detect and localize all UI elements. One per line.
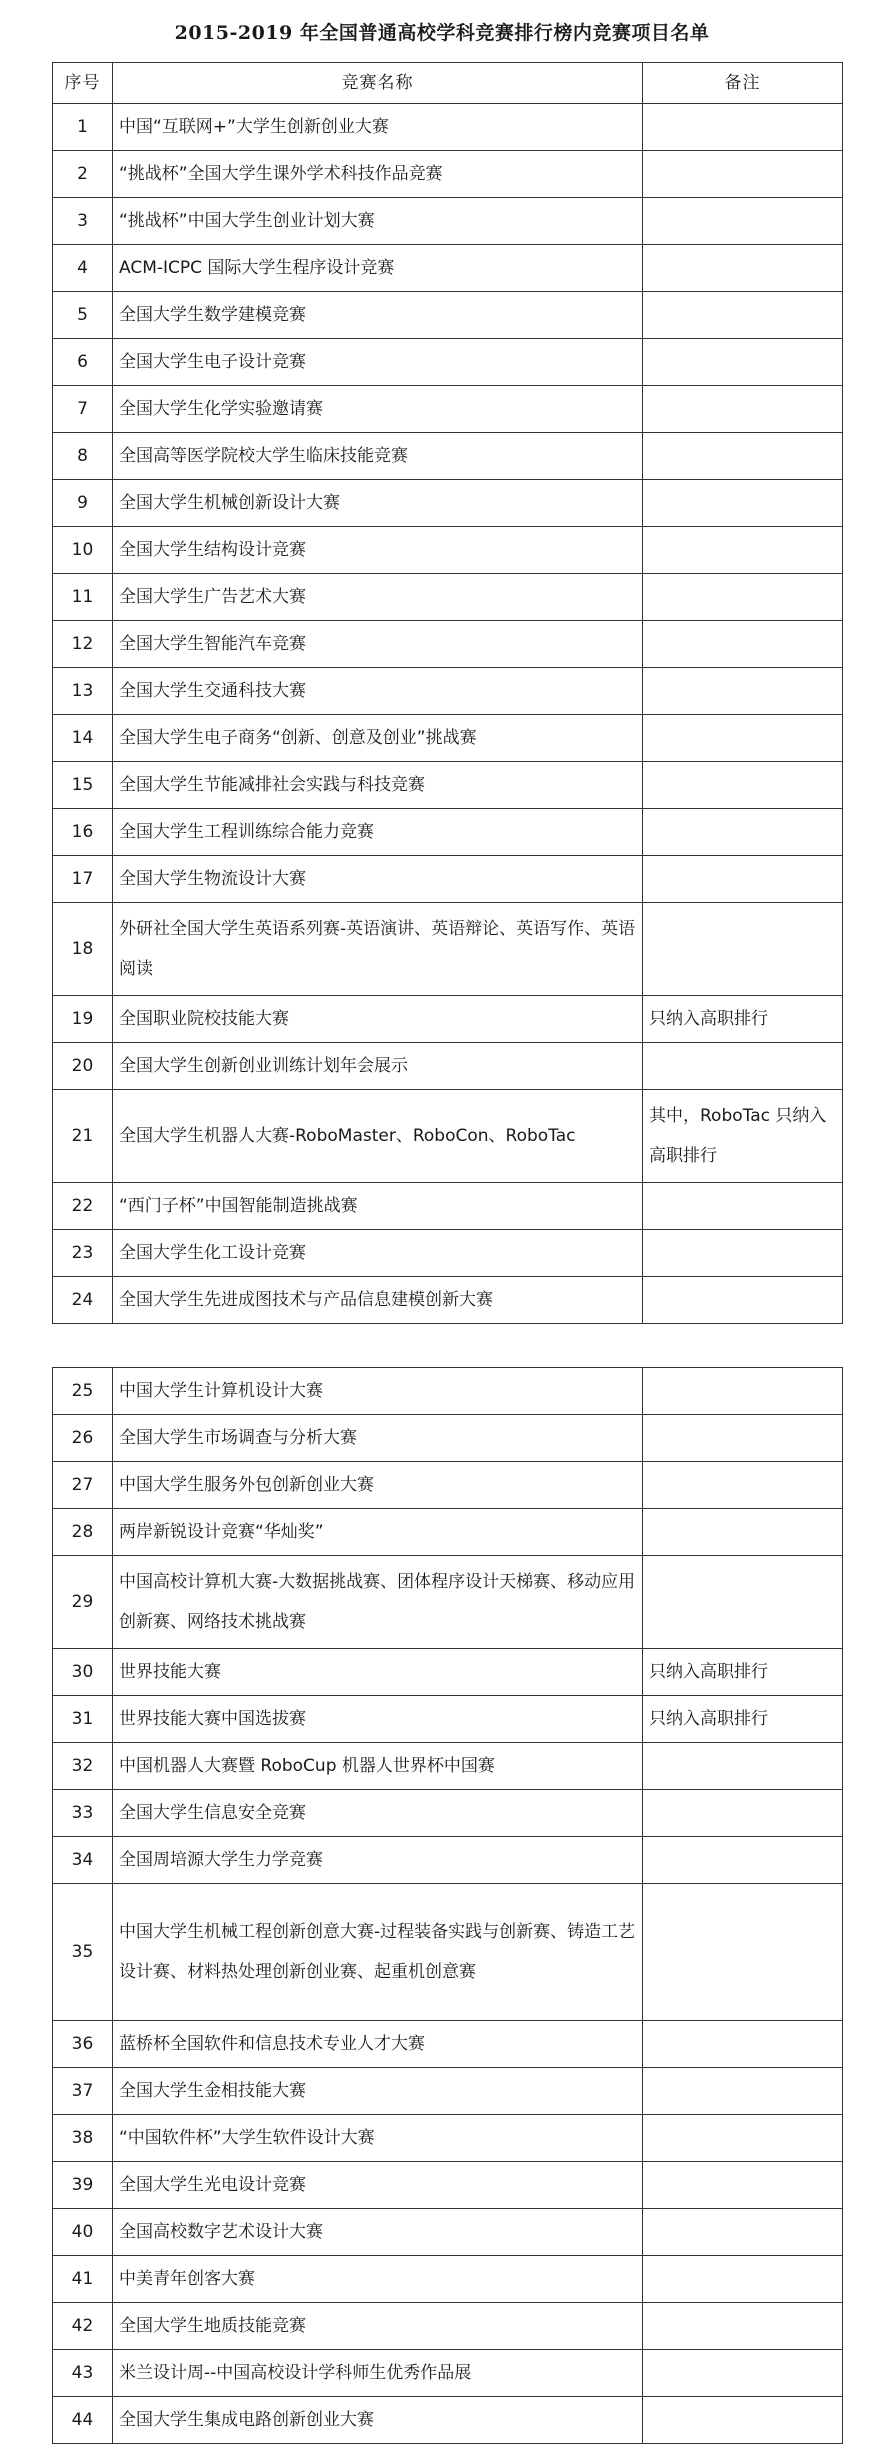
table-row xyxy=(53,104,843,151)
competition-table-part-2 xyxy=(52,1367,843,2444)
table-row xyxy=(53,1790,843,1837)
row-number: 9 xyxy=(53,480,113,527)
table-row xyxy=(53,2115,843,2162)
row-note xyxy=(643,903,843,996)
row-note xyxy=(643,762,843,809)
competition-name: 全国大学生地质技能竞赛 xyxy=(113,2303,643,2350)
row-note: 只纳入高职排行 xyxy=(643,996,843,1043)
row-note xyxy=(643,2303,843,2350)
document-title: 2015-2019 年全国普通高校学科竞赛排行榜内竞赛项目名单 xyxy=(174,22,710,44)
row-note xyxy=(643,245,843,292)
row-number: 18 xyxy=(53,903,113,996)
table-row xyxy=(53,1183,843,1230)
row-number: 43 xyxy=(53,2350,113,2397)
competition-name: 全国大学生物流设计大赛 xyxy=(113,856,643,903)
table-row xyxy=(53,2350,843,2397)
row-number: 6 xyxy=(53,339,113,386)
competition-name: 全国大学生交通科技大赛 xyxy=(113,668,643,715)
competition-name: “中国软件杯”大学生软件设计大赛 xyxy=(113,2115,643,2162)
row-note xyxy=(643,527,843,574)
competition-name: 全国高校数字艺术设计大赛 xyxy=(113,2209,643,2256)
table-header-row xyxy=(53,63,843,104)
row-number: 25 xyxy=(53,1368,113,1415)
row-note xyxy=(643,2021,843,2068)
row-number: 17 xyxy=(53,856,113,903)
competition-name: 中国高校计算机大赛-大数据挑战赛、团体程序设计天梯赛、移动应用创新赛、网络技术挑战赛 xyxy=(113,1556,643,1649)
table-row xyxy=(53,386,843,433)
table-row xyxy=(53,1649,843,1696)
row-number: 7 xyxy=(53,386,113,433)
table-row xyxy=(53,1415,843,1462)
competition-name: 全国大学生广告艺术大赛 xyxy=(113,574,643,621)
row-number: 3 xyxy=(53,198,113,245)
row-number: 10 xyxy=(53,527,113,574)
table-row xyxy=(53,2021,843,2068)
table-row xyxy=(53,198,843,245)
competition-name: 全国大学生工程训练综合能力竞赛 xyxy=(113,809,643,856)
table-row xyxy=(53,433,843,480)
row-number: 38 xyxy=(53,2115,113,2162)
row-note xyxy=(643,668,843,715)
competition-name: 蓝桥杯全国软件和信息技术专业人才大赛 xyxy=(113,2021,643,2068)
table-row xyxy=(53,339,843,386)
competition-name: 全国大学生电子商务“创新、创意及创业”挑战赛 xyxy=(113,715,643,762)
row-number: 33 xyxy=(53,1790,113,1837)
competition-name: “挑战杯”中国大学生创业计划大赛 xyxy=(113,198,643,245)
row-number: 36 xyxy=(53,2021,113,2068)
row-note xyxy=(643,2209,843,2256)
row-note xyxy=(643,339,843,386)
table-row xyxy=(53,1462,843,1509)
row-note xyxy=(643,2256,843,2303)
row-number: 1 xyxy=(53,104,113,151)
table-row xyxy=(53,1556,843,1649)
table-row xyxy=(53,2068,843,2115)
competition-name: 两岸新锐设计竞赛“华灿奖” xyxy=(113,1509,643,1556)
row-note xyxy=(643,621,843,668)
row-note xyxy=(643,2397,843,2444)
table-row xyxy=(53,762,843,809)
row-number: 28 xyxy=(53,1509,113,1556)
table-row xyxy=(53,2209,843,2256)
table-row xyxy=(53,903,843,996)
header-note: 备注 xyxy=(643,63,843,104)
table-row xyxy=(53,1043,843,1090)
competition-name: 全国职业院校技能大赛 xyxy=(113,996,643,1043)
table-row xyxy=(53,1696,843,1743)
table-row xyxy=(53,2303,843,2350)
row-note xyxy=(643,292,843,339)
row-number: 30 xyxy=(53,1649,113,1696)
competition-name: 全国大学生电子设计竞赛 xyxy=(113,339,643,386)
row-note xyxy=(643,1790,843,1837)
row-note xyxy=(643,1743,843,1790)
row-note xyxy=(643,386,843,433)
competition-name: 全国大学生集成电路创新创业大赛 xyxy=(113,2397,643,2444)
table-row xyxy=(53,292,843,339)
row-note xyxy=(643,480,843,527)
competition-name: 中国大学生机械工程创新创意大赛-过程装备实践与创新赛、铸造工艺设计赛、材料热处理创新创业赛、起重机创意赛 xyxy=(113,1884,643,2021)
table-row xyxy=(53,996,843,1043)
row-note xyxy=(643,1556,843,1649)
competition-name: 全国大学生机器人大赛-RoboMaster、RoboCon、RoboTac xyxy=(113,1090,643,1183)
row-number: 8 xyxy=(53,433,113,480)
competition-name: 全国大学生节能减排社会实践与科技竞赛 xyxy=(113,762,643,809)
row-number: 19 xyxy=(53,996,113,1043)
row-number: 16 xyxy=(53,809,113,856)
row-note xyxy=(643,2115,843,2162)
table-row xyxy=(53,151,843,198)
row-note xyxy=(643,574,843,621)
row-number: 37 xyxy=(53,2068,113,2115)
row-number: 40 xyxy=(53,2209,113,2256)
row-note: 其中，RoboTac 只纳入高职排行 xyxy=(643,1090,843,1183)
row-number: 39 xyxy=(53,2162,113,2209)
competition-name: 全国高等医学院校大学生临床技能竞赛 xyxy=(113,433,643,480)
table-row xyxy=(53,2397,843,2444)
row-number: 31 xyxy=(53,1696,113,1743)
table-row xyxy=(53,1368,843,1415)
row-note xyxy=(643,1230,843,1277)
competition-table-part-1 xyxy=(52,62,843,1324)
competition-name: ACM-ICPC 国际大学生程序设计竞赛 xyxy=(113,245,643,292)
competition-name: 全国大学生机械创新设计大赛 xyxy=(113,480,643,527)
row-number: 35 xyxy=(53,1884,113,2021)
table-row xyxy=(53,574,843,621)
competition-name: 世界技能大赛 xyxy=(113,1649,643,1696)
table-row xyxy=(53,1230,843,1277)
header-number: 序号 xyxy=(53,63,113,104)
row-number: 32 xyxy=(53,1743,113,1790)
competition-name: 全国大学生化工设计竞赛 xyxy=(113,1230,643,1277)
row-note xyxy=(643,856,843,903)
row-number: 14 xyxy=(53,715,113,762)
row-number: 44 xyxy=(53,2397,113,2444)
competition-name: “挑战杯”全国大学生课外学术科技作品竞赛 xyxy=(113,151,643,198)
competition-name: 中国机器人大赛暨 RoboCup 机器人世界杯中国赛 xyxy=(113,1743,643,1790)
row-note xyxy=(643,2068,843,2115)
row-number: 11 xyxy=(53,574,113,621)
row-number: 15 xyxy=(53,762,113,809)
row-number: 24 xyxy=(53,1277,113,1324)
table-row xyxy=(53,1884,843,2021)
table-row xyxy=(53,245,843,292)
row-note: 只纳入高职排行 xyxy=(643,1696,843,1743)
row-note xyxy=(643,151,843,198)
row-note xyxy=(643,1462,843,1509)
table-row xyxy=(53,1509,843,1556)
competition-name: 中国“互联网+”大学生创新创业大赛 xyxy=(113,104,643,151)
competition-name: 全国大学生创新创业训练计划年会展示 xyxy=(113,1043,643,1090)
row-note xyxy=(643,104,843,151)
row-number: 12 xyxy=(53,621,113,668)
table-row xyxy=(53,1743,843,1790)
table-row xyxy=(53,809,843,856)
table-row xyxy=(53,1277,843,1324)
competition-name: 全国大学生光电设计竞赛 xyxy=(113,2162,643,2209)
row-number: 20 xyxy=(53,1043,113,1090)
row-note xyxy=(643,1277,843,1324)
competition-name: 米兰设计周--中国高校设计学科师生优秀作品展 xyxy=(113,2350,643,2397)
row-note xyxy=(643,1368,843,1415)
competition-name: 全国大学生数学建模竞赛 xyxy=(113,292,643,339)
row-number: 13 xyxy=(53,668,113,715)
competition-name: “西门子杯”中国智能制造挑战赛 xyxy=(113,1183,643,1230)
table-row xyxy=(53,856,843,903)
competition-name: 中国大学生服务外包创新创业大赛 xyxy=(113,1462,643,1509)
row-note xyxy=(643,1043,843,1090)
competition-name: 全国周培源大学生力学竞赛 xyxy=(113,1837,643,1884)
row-number: 41 xyxy=(53,2256,113,2303)
competition-name: 全国大学生先进成图技术与产品信息建模创新大赛 xyxy=(113,1277,643,1324)
row-note xyxy=(643,2350,843,2397)
competition-name: 全国大学生信息安全竞赛 xyxy=(113,1790,643,1837)
table-row xyxy=(53,1090,843,1183)
table-row xyxy=(53,2162,843,2209)
competition-name: 全国大学生金相技能大赛 xyxy=(113,2068,643,2115)
row-number: 29 xyxy=(53,1556,113,1649)
row-note xyxy=(643,809,843,856)
competition-name: 全国大学生化学实验邀请赛 xyxy=(113,386,643,433)
table-row xyxy=(53,621,843,668)
table-row xyxy=(53,2256,843,2303)
row-note xyxy=(643,198,843,245)
row-note: 只纳入高职排行 xyxy=(643,1649,843,1696)
competition-name: 中美青年创客大赛 xyxy=(113,2256,643,2303)
competition-name: 全国大学生智能汽车竞赛 xyxy=(113,621,643,668)
row-number: 23 xyxy=(53,1230,113,1277)
row-note xyxy=(643,1837,843,1884)
row-number: 21 xyxy=(53,1090,113,1183)
row-number: 27 xyxy=(53,1462,113,1509)
table-row xyxy=(53,715,843,762)
table-row xyxy=(53,668,843,715)
competition-name: 中国大学生计算机设计大赛 xyxy=(113,1368,643,1415)
row-number: 26 xyxy=(53,1415,113,1462)
header-competition-name: 竞赛名称 xyxy=(113,63,643,104)
row-note xyxy=(643,1183,843,1230)
row-note xyxy=(643,2162,843,2209)
row-note xyxy=(643,1884,843,2021)
competition-name: 全国大学生结构设计竞赛 xyxy=(113,527,643,574)
row-note xyxy=(643,433,843,480)
row-note xyxy=(643,1415,843,1462)
competition-name: 全国大学生市场调查与分析大赛 xyxy=(113,1415,643,1462)
row-number: 5 xyxy=(53,292,113,339)
table-row xyxy=(53,480,843,527)
row-note xyxy=(643,1509,843,1556)
row-number: 4 xyxy=(53,245,113,292)
row-number: 34 xyxy=(53,1837,113,1884)
competition-name: 世界技能大赛中国选拔赛 xyxy=(113,1696,643,1743)
row-number: 42 xyxy=(53,2303,113,2350)
row-number: 2 xyxy=(53,151,113,198)
table-row xyxy=(53,1837,843,1884)
row-number: 22 xyxy=(53,1183,113,1230)
table-row xyxy=(53,527,843,574)
competition-name: 外研社全国大学生英语系列赛-英语演讲、英语辩论、英语写作、英语阅读 xyxy=(113,903,643,996)
row-note xyxy=(643,715,843,762)
